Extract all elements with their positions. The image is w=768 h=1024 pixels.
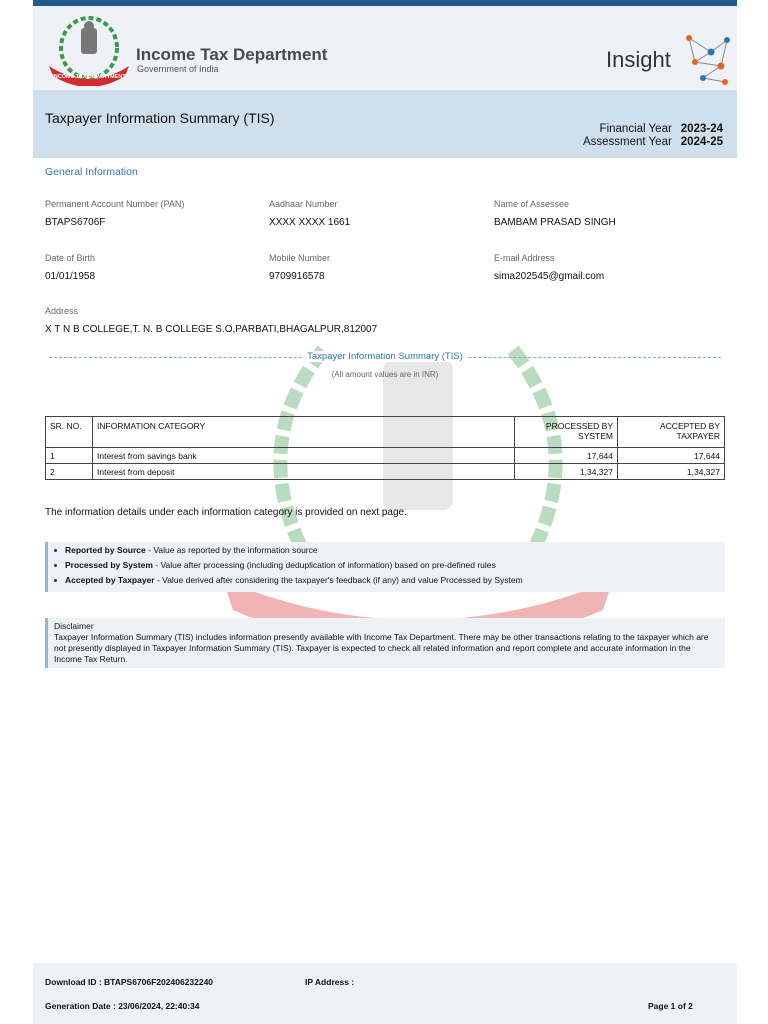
next-page-note: The information details under each information category is provided on next page. [45, 507, 407, 518]
page-number: Page 1 of 2 [648, 1001, 693, 1011]
row-sr: 2 [46, 464, 93, 480]
aadhaar-value: XXXX XXXX 1661 [269, 217, 351, 228]
row-accepted: 1,34,327 [618, 464, 725, 480]
download-id: Download ID : BTAPS6706F202406232240 [45, 977, 214, 987]
bullet-icon [54, 549, 57, 552]
assessment-year-label: Assessment Year [582, 136, 672, 148]
table-row [46, 464, 725, 480]
mobile-value: 9709916578 [269, 271, 325, 282]
assessee-name-field [494, 199, 616, 228]
assessee-name-value: BAMBAM PRASAD SINGH [494, 217, 616, 228]
department-name: Income Tax Department [136, 45, 328, 64]
logo-ribbon-text: INCOME TAX DEPARTMENT [52, 74, 126, 80]
row-category: Interest from savings bank [93, 448, 515, 464]
column-header-sr: SR. NO. [46, 417, 93, 448]
legend-item [54, 575, 725, 585]
page-title: Taxpayer Information Summary (TIS) [45, 110, 275, 126]
insight-label: Insight [606, 47, 671, 72]
income-tax-emblem-logo [43, 14, 135, 86]
email-field [494, 253, 604, 282]
dob-label: Date of Birth [45, 253, 96, 263]
pan-label: Permanent Account Number (PAN) [45, 199, 185, 209]
row-processed: 17,644 [515, 448, 618, 464]
year-info [583, 123, 723, 149]
generation-date: Generation Date : 23/06/2024, 22:40:34 [45, 1001, 200, 1011]
amount-note: (All amount values are in INR) [331, 370, 439, 379]
column-header-processed: PROCESSED BY SYSTEM [515, 417, 618, 448]
pan-value: BTAPS6706F [45, 217, 106, 228]
mobile-field [269, 253, 330, 282]
legend-term: Accepted by Taxpayer [65, 575, 155, 585]
general-information-heading: General Information [45, 166, 138, 178]
disclaimer-text: Taxpayer Information Summary (TIS) includes information presently available with Income Tax Department. There may be other transactions relating to the taxpayer which are not presently displayed in Taxpayer Information Summary (TIS). Taxpayer is expected to check all related information and report complete and accurate information in the Income Tax Return. [54, 632, 709, 664]
footer [33, 963, 737, 1024]
address-field [45, 306, 377, 335]
disclaimer-box [45, 618, 725, 668]
column-header-category: INFORMATION CATEGORY [93, 417, 515, 448]
table-header-row [46, 417, 725, 448]
row-accepted: 17,644 [618, 448, 725, 464]
legend-item [54, 560, 725, 570]
aadhaar-label: Aadhaar Number [269, 199, 338, 209]
bullet-icon [54, 564, 57, 567]
legend-term: Processed by System [65, 560, 153, 570]
bullet-icon [54, 579, 57, 582]
row-sr: 1 [46, 448, 93, 464]
assessment-year-value: 2024-25 [680, 136, 723, 148]
legend-desc: - Value as reported by the information source [145, 545, 318, 555]
department-subtitle: Government of India [137, 64, 219, 74]
tis-heading-text: Taxpayer Information Summary (TIS) [303, 351, 467, 362]
dob-field [45, 253, 95, 282]
address-label: Address [45, 306, 79, 316]
legend-item [54, 545, 725, 555]
document-page [33, 0, 737, 1024]
address-value: X T N B COLLEGE,T. N. B COLLEGE S.O,PARBATI,BHAGALPUR,812007 [45, 324, 378, 335]
pan-field [45, 199, 184, 228]
disclaimer-heading: Disclaimer [54, 621, 94, 631]
row-category: Interest from deposit [93, 464, 515, 480]
ip-address: IP Address : [305, 977, 355, 987]
tis-heading [33, 351, 737, 362]
dob-value: 01/01/1958 [45, 271, 96, 282]
email-value: sima202545@gmail.com [494, 271, 605, 282]
legend-term: Reported by Source [65, 545, 146, 555]
legend-desc: - Value after processing (including deduplication of information) based on pre-defined rules [152, 560, 496, 570]
column-header-accepted: ACCEPTED BY TAXPAYER [618, 417, 725, 448]
aadhaar-field [269, 199, 350, 228]
header [33, 6, 737, 90]
title-bar [33, 90, 737, 158]
legend-desc: - Value derived after considering the taxpayer's feedback (if any) and value Processed by System [154, 575, 523, 585]
legend-box [45, 542, 725, 592]
insight-network-icon [681, 32, 733, 88]
information-table [45, 416, 725, 480]
email-label: E-mail Address [494, 253, 555, 263]
assessee-name-label: Name of Assessee [494, 199, 570, 209]
financial-year-label: Financial Year [599, 123, 672, 135]
row-processed: 1,34,327 [515, 464, 618, 480]
mobile-label: Mobile Number [269, 253, 331, 263]
financial-year-value: 2023-24 [680, 123, 723, 135]
table-row [46, 448, 725, 464]
